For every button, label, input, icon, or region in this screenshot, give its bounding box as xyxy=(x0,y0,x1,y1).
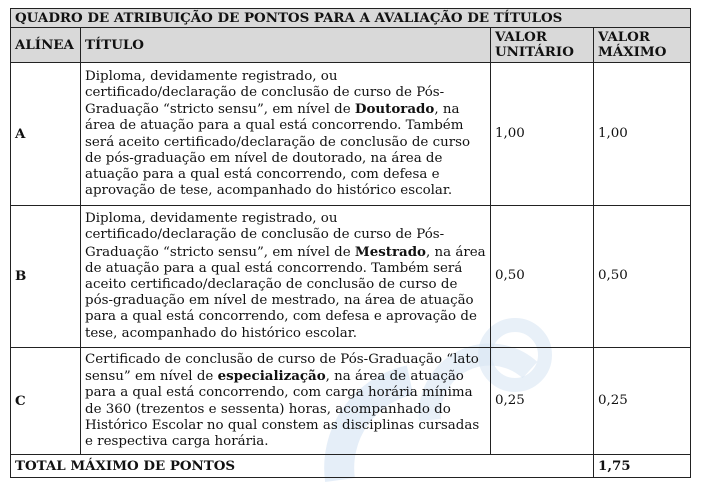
row-valor-maximo: 1,00 xyxy=(594,63,691,206)
row-description xyxy=(81,206,491,348)
header-valor-maximo: VALOR MÁXIMO xyxy=(594,28,691,63)
row-valor-unitario: 1,00 xyxy=(491,63,594,206)
row-alinea: C xyxy=(11,348,81,455)
row-valor-maximo: 0,25 xyxy=(594,348,691,455)
description-bold: Mestrado xyxy=(354,243,426,260)
table-row xyxy=(11,348,691,455)
description-text: Certificado de conclusão de curso de Pós-Graduação “lato sensu” em nível de xyxy=(85,351,479,385)
row-alinea: A xyxy=(11,63,81,206)
row-valor-unitario: 0,50 xyxy=(491,206,594,348)
table-title-row xyxy=(11,9,691,28)
row-valor-unitario: 0,25 xyxy=(491,348,594,455)
header-valor-unitario: VALOR UNITÁRIO xyxy=(491,28,594,63)
points-table xyxy=(10,8,691,478)
row-valor-maximo: 0,50 xyxy=(594,206,691,348)
description-bold: especialização xyxy=(217,368,326,385)
total-label: TOTAL MÁXIMO DE PONTOS xyxy=(11,455,594,478)
row-alinea: B xyxy=(11,206,81,348)
total-row xyxy=(11,455,691,478)
table-row xyxy=(11,206,691,348)
description-text: Diploma, devidamente registrado, ou certificado/declaração de conclusão de curso de Pós-Graduação “stricto sensu”, em nível de xyxy=(85,68,445,118)
header-titulo: TÍTULO xyxy=(81,28,491,63)
description-text: , na área de atuação para a qual está concorrendo, com carga horária mínima de 360 (trezentos e sessenta) horas, acompanhado do Histórico Escolar no qual constem as disciplinas cursadas e respectiva carga horária. xyxy=(85,369,480,449)
total-value: 1,75 xyxy=(594,455,691,478)
table-header-row xyxy=(11,28,691,63)
description-text: Diploma, devidamente registrado, ou certificado/declaração de conclusão de curso de Pós-Graduação “stricto sensu”, em nível de xyxy=(85,211,445,260)
table-title: QUADRO DE ATRIBUIÇÃO DE PONTOS PARA A AVALIAÇÃO DE TÍTULOS xyxy=(11,9,691,28)
table-row xyxy=(11,63,691,206)
description-bold: Doutorado xyxy=(354,101,435,118)
description-text: , na área de atuação para a qual está concorrendo. Também será aceito certificado/declaração de conclusão de curso de pós-graduação em nível de mestrado, na área de atuação para a qual está concorrendo, com defesa e aprovação de tese, acompanhado do histórico escolar. xyxy=(85,244,486,341)
header-alinea: ALÍNEA xyxy=(11,28,81,63)
row-description xyxy=(81,348,491,455)
row-description xyxy=(81,63,491,206)
description-text: , na área de atuação para a qual está concorrendo. Também será aceito certificado/declaração de conclusão de curso de pós-graduação em nível de doutorado, na área de atuação para a qual está concorrendo, com defesa e aprovação de tese, acompanhado do histórico escolar. xyxy=(85,102,471,199)
